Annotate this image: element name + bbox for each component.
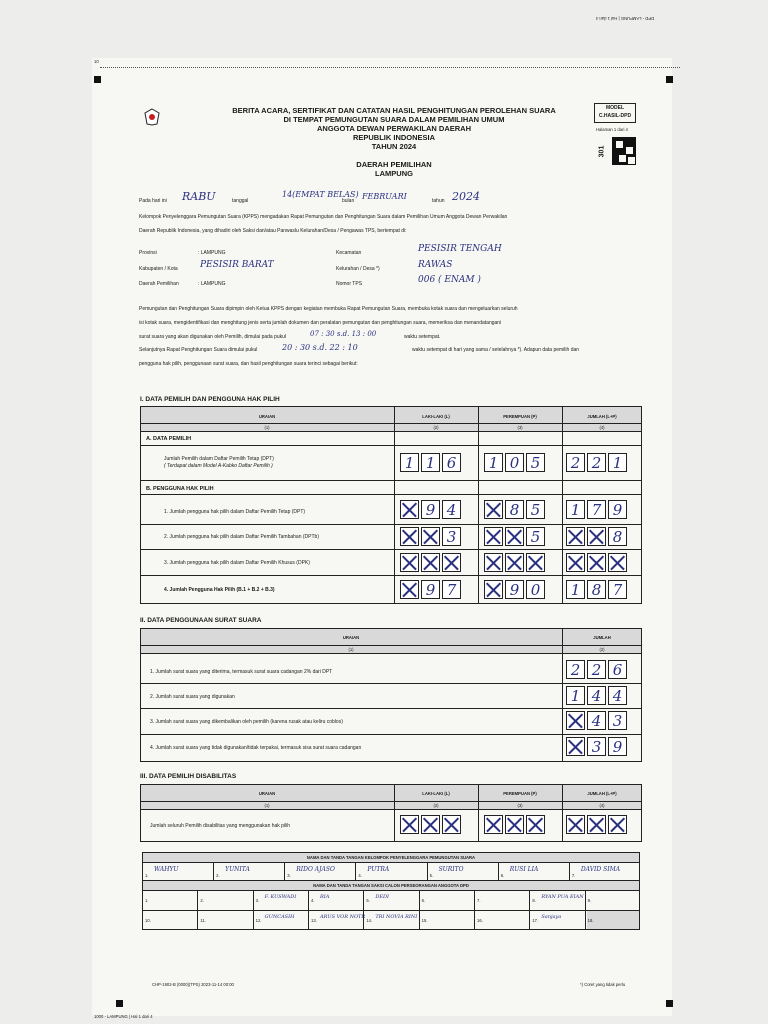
kelurahan-label: Kelurahan / Desa *) bbox=[336, 266, 380, 272]
saksi-number: 15. bbox=[421, 918, 428, 923]
divider bbox=[140, 431, 642, 432]
upside-down-header: DPD - LAMPUNG | Hal 1 dari 4 bbox=[596, 16, 655, 21]
title-line-1: BERITA ACARA, SERTIFIKAT DAN CATATAN HASIL PENGHITUNGAN PEROLEHAN SUARA bbox=[232, 106, 556, 115]
kpps-signature: DAVID SIMA bbox=[580, 866, 621, 873]
saksi-signature: F. KUSWADI bbox=[264, 894, 297, 900]
divider bbox=[197, 890, 198, 910]
s2-row-2-boxes bbox=[566, 686, 629, 705]
digit-box: 9 bbox=[421, 580, 440, 599]
divider bbox=[140, 549, 642, 550]
divider bbox=[585, 890, 586, 910]
divider bbox=[529, 890, 530, 910]
dapil-name: LAMPUNG bbox=[375, 169, 413, 178]
saksi-number: 13. bbox=[311, 918, 317, 923]
divider bbox=[284, 862, 285, 880]
provinsi-label: Provinsi bbox=[139, 250, 157, 256]
s1-header-laki: LAKI-LAKI (L) bbox=[422, 414, 450, 419]
divider bbox=[498, 862, 499, 880]
s3-header-uraian: URAIAN bbox=[258, 791, 276, 796]
provinsi-value: : LAMPUNG bbox=[198, 250, 226, 256]
section-a-title: A. DATA PEMILIH bbox=[146, 436, 192, 442]
crossed-digit-box bbox=[505, 815, 524, 834]
b-row-3: 3. Jumlah pengguna hak pilih dalam Daftar Pemilih Khusus (DPK) bbox=[164, 560, 310, 566]
kpps-number: 3. bbox=[287, 873, 291, 878]
digit-box: 5 bbox=[526, 453, 545, 472]
section-2-title: II. DATA PENGGUNAAN SURAT SUARA bbox=[140, 617, 262, 624]
digit-box: 7 bbox=[442, 580, 461, 599]
section-1-title: I. DATA PEMILIH DAN PENGGUNA HAK PILIH bbox=[140, 396, 280, 403]
crossed-digit-box bbox=[484, 500, 503, 519]
divider bbox=[308, 910, 309, 930]
divider bbox=[140, 480, 642, 481]
bulan-value: FEBRUARI bbox=[362, 192, 407, 201]
para-4-time: 20 : 30 s.d. 22 : 10 bbox=[282, 343, 358, 352]
s3-laki-boxes bbox=[400, 815, 463, 834]
kpps-signature: YUNITA bbox=[225, 866, 250, 873]
tahun-value: 2024 bbox=[452, 190, 480, 203]
kecamatan-label: Kecamatan bbox=[336, 250, 362, 256]
kpps-number: 4. bbox=[358, 873, 362, 878]
saksi-number: 3. bbox=[255, 898, 260, 903]
divider bbox=[140, 494, 642, 495]
footer-bottom: 1000 - LAMPUNG | Hal 1 dari 4 bbox=[94, 1014, 153, 1019]
s2-num: (2) bbox=[599, 647, 605, 652]
divider bbox=[140, 653, 642, 654]
crossed-digit-box bbox=[587, 815, 606, 834]
saksi-18-blank bbox=[587, 911, 639, 929]
model-label: MODEL bbox=[605, 105, 625, 111]
kabupaten-value: PESISIR BARAT bbox=[200, 260, 274, 270]
crossed-digit-box bbox=[484, 527, 503, 546]
s3-jumlah-boxes bbox=[566, 815, 629, 834]
tps-label: Nomor TPS bbox=[336, 281, 363, 287]
section-b-title: B. PENGGUNA HAK PILIH bbox=[146, 486, 214, 492]
kabupaten-label: Kabupaten / Kota bbox=[139, 266, 178, 272]
crossed-digit-box bbox=[566, 737, 585, 756]
hari-value: RABU bbox=[182, 190, 216, 203]
crossed-digit-box bbox=[442, 553, 461, 572]
kpps-number: 1. bbox=[145, 873, 149, 878]
para-5: pengguna hak pilih, penggunaan surat suara, dan hasil penghitungan suara terinci sebagai berikut: bbox=[139, 361, 358, 367]
digit-box: 4 bbox=[587, 686, 606, 705]
crossed-digit-box bbox=[566, 711, 585, 730]
pada-hari-label: Pada hari ini bbox=[139, 198, 167, 204]
title-line-2: DI TEMPAT PEMUNGUTAN SUARA DALAM PEMILIHAN UMUM bbox=[283, 115, 505, 124]
crossed-digit-box bbox=[608, 815, 627, 834]
crossed-digit-box bbox=[587, 553, 606, 572]
b3-perempuan-boxes bbox=[484, 553, 547, 572]
digit-box: 4 bbox=[587, 711, 606, 730]
digit-box: 9 bbox=[505, 580, 524, 599]
digit-box: 8 bbox=[505, 500, 524, 519]
model-code: C.HASIL-DPD bbox=[598, 113, 632, 119]
divider bbox=[585, 910, 586, 930]
saksi-signature: ARUS VOR NOTR bbox=[320, 914, 366, 920]
s3-header-jumlah: JUMLAH (L+P) bbox=[587, 791, 617, 796]
section-3-title: III. DATA PEMILIH DISABILITAS bbox=[140, 773, 237, 780]
divider bbox=[140, 423, 642, 424]
divider bbox=[474, 910, 475, 930]
saksi-number: 11. bbox=[200, 918, 206, 923]
para-2: isi kotak suara, mengidentifikasi dan menghitung jenis serta jumlah dokumen dan peralatan pemungutan dan penghitungan suara, memeriksa dan menandatangani bbox=[139, 320, 502, 326]
b1-jumlah-boxes bbox=[566, 500, 629, 519]
para-3b: waktu setempat. bbox=[404, 334, 441, 340]
crossed-digit-box bbox=[400, 527, 419, 546]
corner-mark bbox=[666, 76, 673, 83]
divider bbox=[140, 683, 642, 684]
divider bbox=[140, 734, 642, 735]
s2-row-3: 3. Jumlah surat suara yang dikembalikan oleh pemilih (karena rusak atau keliru coblos) bbox=[150, 719, 343, 725]
para-4a: Selanjutnya Rapat Penghitungan Suara dimulai pukul bbox=[139, 347, 258, 353]
digit-box: 9 bbox=[608, 500, 627, 519]
divider bbox=[427, 862, 428, 880]
s3-num: (1) bbox=[264, 803, 270, 808]
digit-box: 7 bbox=[587, 500, 606, 519]
digit-box: 5 bbox=[526, 500, 545, 519]
crossed-digit-box bbox=[421, 553, 440, 572]
tanggal-label: tanggal bbox=[232, 198, 249, 204]
dapil-location-label: Daerah Pemilihan bbox=[139, 281, 179, 287]
saksi-signature: GUNCASIH bbox=[264, 914, 295, 920]
title-line-3: ANGGOTA DEWAN PERWAKILAN DAERAH bbox=[316, 124, 472, 133]
kpps-number: 5. bbox=[429, 873, 434, 878]
crossed-digit-box bbox=[442, 815, 461, 834]
crossed-digit-box bbox=[505, 553, 524, 572]
digit-box: 1 bbox=[400, 453, 419, 472]
digit-box: 1 bbox=[608, 453, 627, 472]
dapil-location-value: : LAMPUNG bbox=[198, 281, 226, 287]
digit-box: 8 bbox=[608, 527, 627, 546]
digit-box: 2 bbox=[587, 660, 606, 679]
digit-box: 6 bbox=[442, 453, 461, 472]
digit-box: 5 bbox=[526, 527, 545, 546]
kpps-title: NAMA DAN TANDA TANGAN KELOMPOK PENYELENGGARA PEMUNGUTAN SUARA bbox=[306, 855, 476, 860]
footer-code: CHP-1902-B (0000)(TPS) 2023-11-14 00:00 bbox=[152, 982, 234, 987]
a-dpt-jumlah-boxes bbox=[566, 453, 629, 472]
digit-box: 1 bbox=[566, 500, 585, 519]
digit-box: 1 bbox=[566, 686, 585, 705]
s2-row-4-boxes bbox=[566, 737, 629, 756]
digit-box: 6 bbox=[608, 660, 627, 679]
crossed-digit-box bbox=[400, 580, 419, 599]
s3-header-perempuan: PEREMPUAN (P) bbox=[503, 791, 537, 796]
saksi-signature: TRI NOVIA RINI bbox=[375, 914, 418, 920]
b4-jumlah-boxes bbox=[566, 580, 629, 599]
divider bbox=[140, 445, 642, 446]
divider bbox=[355, 862, 356, 880]
crossed-digit-box bbox=[484, 580, 503, 599]
perforation-line bbox=[100, 67, 680, 68]
crossed-digit-box bbox=[608, 553, 627, 572]
b2-jumlah-boxes bbox=[566, 527, 629, 546]
s3-num: (3) bbox=[517, 803, 523, 808]
kpps-signature: RUSI LIA bbox=[509, 866, 539, 873]
saksi-number: 2. bbox=[200, 898, 204, 903]
a-row-line-2: ( Terdapat dalam Model A-Kabko Daftar Pemilih ) bbox=[164, 463, 273, 469]
divider bbox=[253, 890, 254, 910]
s2-row-1-boxes bbox=[566, 660, 629, 679]
saksi-number: 4. bbox=[311, 898, 315, 903]
kpps-number: 6. bbox=[500, 873, 505, 878]
crossed-digit-box bbox=[400, 553, 419, 572]
divider bbox=[140, 645, 642, 646]
saksi-signature: RIA bbox=[320, 894, 330, 900]
crossed-digit-box bbox=[505, 527, 524, 546]
digit-box: 3 bbox=[587, 737, 606, 756]
digit-box: 1 bbox=[421, 453, 440, 472]
a-row-line-1: Jumlah Pemilih dalam Daftar Pemilih Tetap (DPT) bbox=[164, 456, 274, 462]
divider bbox=[474, 890, 475, 910]
b3-laki-boxes bbox=[400, 553, 463, 572]
s2-num: (1) bbox=[348, 647, 354, 652]
saksi-number: 8. bbox=[532, 898, 536, 903]
s1-num: (3) bbox=[517, 425, 523, 430]
saksi-signature: RYAN PUA EIAN bbox=[541, 894, 584, 900]
kpps-signature: RIDO AJASO bbox=[296, 866, 335, 873]
saksi-number: 9. bbox=[587, 898, 592, 903]
kpps-number: 7. bbox=[571, 873, 576, 878]
divider bbox=[213, 862, 214, 880]
saksi-number: 18. bbox=[587, 918, 594, 923]
model-id: 301 bbox=[598, 145, 606, 158]
divider bbox=[140, 809, 642, 810]
s1-header-perempuan: PEREMPUAN (P) bbox=[503, 414, 537, 419]
divider bbox=[142, 910, 640, 911]
b-row-4: 4. Jumlah Pengguna Hak Pilih (B.1 + B.2 + B.3) bbox=[164, 587, 275, 593]
crossed-digit-box bbox=[484, 815, 503, 834]
intro-text-1: Kelompok Penyelenggara Pemungutan Suara (KPPS) mengadakan Rapat Pemungutan dan Penghitungan Suara dalam Pemilihan Umum Anggota Dewan Perwakilan bbox=[139, 214, 508, 220]
s2-header-uraian: URAIAN bbox=[342, 635, 360, 640]
para-4b: waktu setempat di hari yang sama / setelahnya *). Adapun data pemilih dan bbox=[412, 347, 580, 353]
saksi-signature: Sanjaya bbox=[541, 914, 562, 920]
digit-box: 0 bbox=[505, 453, 524, 472]
crossed-digit-box bbox=[484, 553, 503, 572]
s1-num: (4) bbox=[599, 425, 605, 430]
crossed-digit-box bbox=[587, 527, 606, 546]
crossed-digit-box bbox=[400, 815, 419, 834]
divider bbox=[140, 575, 642, 576]
s2-header-jumlah: JUMLAH bbox=[593, 635, 611, 640]
b-row-1: 1. Jumlah pengguna hak pilih dalam Daftar Pemilih Tetap (DPT) bbox=[164, 509, 306, 515]
b4-laki-boxes bbox=[400, 580, 463, 599]
divider bbox=[363, 890, 364, 910]
corner-mark bbox=[666, 1000, 673, 1007]
s3-perempuan-boxes bbox=[484, 815, 547, 834]
s1-header-jumlah: JUMLAH (L+P) bbox=[587, 414, 617, 419]
crossed-digit-box bbox=[526, 553, 545, 572]
intro-text-2: Daerah Republik Indonesia, yang dihadiri oleh Saksi dan/atau Panwaslu Kelurahan/Desa / Pengawas TPS, bertempat di: bbox=[139, 228, 407, 234]
divider bbox=[197, 910, 198, 930]
divider bbox=[142, 890, 640, 891]
saksi-number: 5. bbox=[366, 898, 370, 903]
digit-box: 1 bbox=[484, 453, 503, 472]
crossed-digit-box bbox=[566, 815, 585, 834]
corner-mark bbox=[116, 1000, 123, 1007]
digit-box: 2 bbox=[566, 660, 585, 679]
dapil-label: DAERAH PEMILIHAN bbox=[356, 160, 432, 169]
s3-num: (2) bbox=[433, 803, 439, 808]
divider bbox=[140, 524, 642, 525]
digit-box: 9 bbox=[421, 500, 440, 519]
digit-box: 8 bbox=[587, 580, 606, 599]
digit-box: 4 bbox=[442, 500, 461, 519]
digit-box: 7 bbox=[608, 580, 627, 599]
saksi-number: 17. bbox=[532, 918, 539, 923]
digit-box: 0 bbox=[526, 580, 545, 599]
saksi-number: 1. bbox=[145, 898, 149, 903]
digit-box: 9 bbox=[608, 737, 627, 756]
b1-laki-boxes bbox=[400, 500, 463, 519]
saksi-number: 10. bbox=[145, 918, 151, 923]
divider bbox=[419, 910, 420, 930]
saksi-title: NAMA DAN TANDA TANGAN SAKSI CALON PERSEORANGAN ANGGOTA DPD bbox=[313, 883, 469, 888]
divider bbox=[569, 862, 570, 880]
s2-row-2: 2. Jumlah surat suara yang digunakan bbox=[150, 694, 235, 700]
b4-perempuan-boxes bbox=[484, 580, 547, 599]
s3-header-laki: LAKI-LAKI (L) bbox=[422, 791, 450, 796]
crossed-digit-box bbox=[566, 553, 585, 572]
title-line-4: REPUBLIK INDONESIA bbox=[352, 133, 436, 142]
divider bbox=[363, 910, 364, 930]
kpps-number: 2. bbox=[216, 873, 220, 878]
digit-box: 2 bbox=[566, 453, 585, 472]
s1-num: (2) bbox=[433, 425, 439, 430]
para-1: Pemungutan dan Penghitungan Suara dipimpin oleh Ketua KPPS dengan kegiatan membuka Rapat Pemungutan Suara, membuka kotak suara dan mengeluarkan seluruh bbox=[139, 306, 518, 312]
digit-box: 1 bbox=[566, 580, 585, 599]
para-3-time: 07 : 30 s.d. 13 : 00 bbox=[310, 330, 377, 338]
kpps-signature: WAHYU bbox=[154, 866, 179, 873]
s2-row-1: 1. Jumlah surat suara yang diterima, termasuk surat suara cadangan 2% dari DPT bbox=[150, 669, 333, 675]
saksi-number: 12. bbox=[255, 918, 262, 923]
saksi-number: 7. bbox=[477, 898, 481, 903]
divider bbox=[308, 890, 309, 910]
footer-note: *) Coret yang tidak perlu bbox=[580, 982, 626, 987]
b1-perempuan-boxes bbox=[484, 500, 547, 519]
tps-value: 006 ( ENAM ) bbox=[418, 275, 481, 285]
a-dpt-perempuan-boxes bbox=[484, 453, 547, 472]
divider bbox=[140, 708, 642, 709]
s2-row-4: 4. Jumlah surat suara yang tidak digunakan/tidak terpakai, termasuk sisa surat suara cadangan bbox=[150, 745, 362, 751]
title-line-5: TAHUN 2024 bbox=[371, 142, 417, 151]
saksi-signature: DEDI bbox=[375, 894, 389, 900]
crossed-digit-box bbox=[526, 815, 545, 834]
divider bbox=[419, 890, 420, 910]
divider bbox=[140, 801, 642, 802]
model-page: Halaman 1 dari 4 bbox=[596, 127, 628, 132]
s3-row: Jumlah seluruh Pemilih disabilitas yang menggunakan hak pilih bbox=[150, 823, 291, 829]
crossed-digit-box bbox=[421, 527, 440, 546]
b-row-2: 2. Jumlah pengguna hak pilih dalam Daftar Pemilih Tambahan (DPTb) bbox=[164, 534, 319, 540]
kpps-signature: SURITO bbox=[438, 866, 464, 873]
divider bbox=[142, 862, 640, 863]
crossed-digit-box bbox=[400, 500, 419, 519]
kpps-signature: PUTRA bbox=[367, 866, 390, 873]
digit-box: 2 bbox=[587, 453, 606, 472]
tanggal-value: 14(EMPAT BELAS) bbox=[282, 190, 359, 199]
s1-header-uraian: URAIAN bbox=[258, 414, 276, 419]
crossed-digit-box bbox=[566, 527, 585, 546]
tahun-label: tahun bbox=[432, 198, 445, 204]
divider bbox=[253, 910, 254, 930]
saksi-number: 6. bbox=[421, 898, 426, 903]
kecamatan-value: PESISIR TENGAH bbox=[418, 244, 502, 254]
saksi-number: 16. bbox=[477, 918, 483, 923]
qr-code-icon bbox=[612, 137, 636, 165]
corner-mark bbox=[94, 76, 101, 83]
s1-num: (1) bbox=[264, 425, 270, 430]
crossed-digit-box bbox=[421, 815, 440, 834]
digit-box: 3 bbox=[608, 711, 627, 730]
kelurahan-value: RAWAS bbox=[418, 260, 453, 270]
s3-num: (4) bbox=[599, 803, 605, 808]
s2-row-3-boxes bbox=[566, 711, 629, 730]
saksi-number: 14. bbox=[366, 918, 373, 923]
page-number: 10 bbox=[94, 59, 99, 64]
para-3a: surat suara yang akan digunakan oleh Pemilih, dimulai pada pukul bbox=[139, 334, 287, 340]
digit-box: 3 bbox=[442, 527, 461, 546]
bulan-label: bulan bbox=[342, 198, 355, 204]
b2-perempuan-boxes bbox=[484, 527, 547, 546]
a-dpt-laki-boxes bbox=[400, 453, 463, 472]
digit-box: 4 bbox=[608, 686, 627, 705]
divider bbox=[529, 910, 530, 930]
b2-laki-boxes bbox=[400, 527, 463, 546]
b3-jumlah-boxes bbox=[566, 553, 629, 572]
